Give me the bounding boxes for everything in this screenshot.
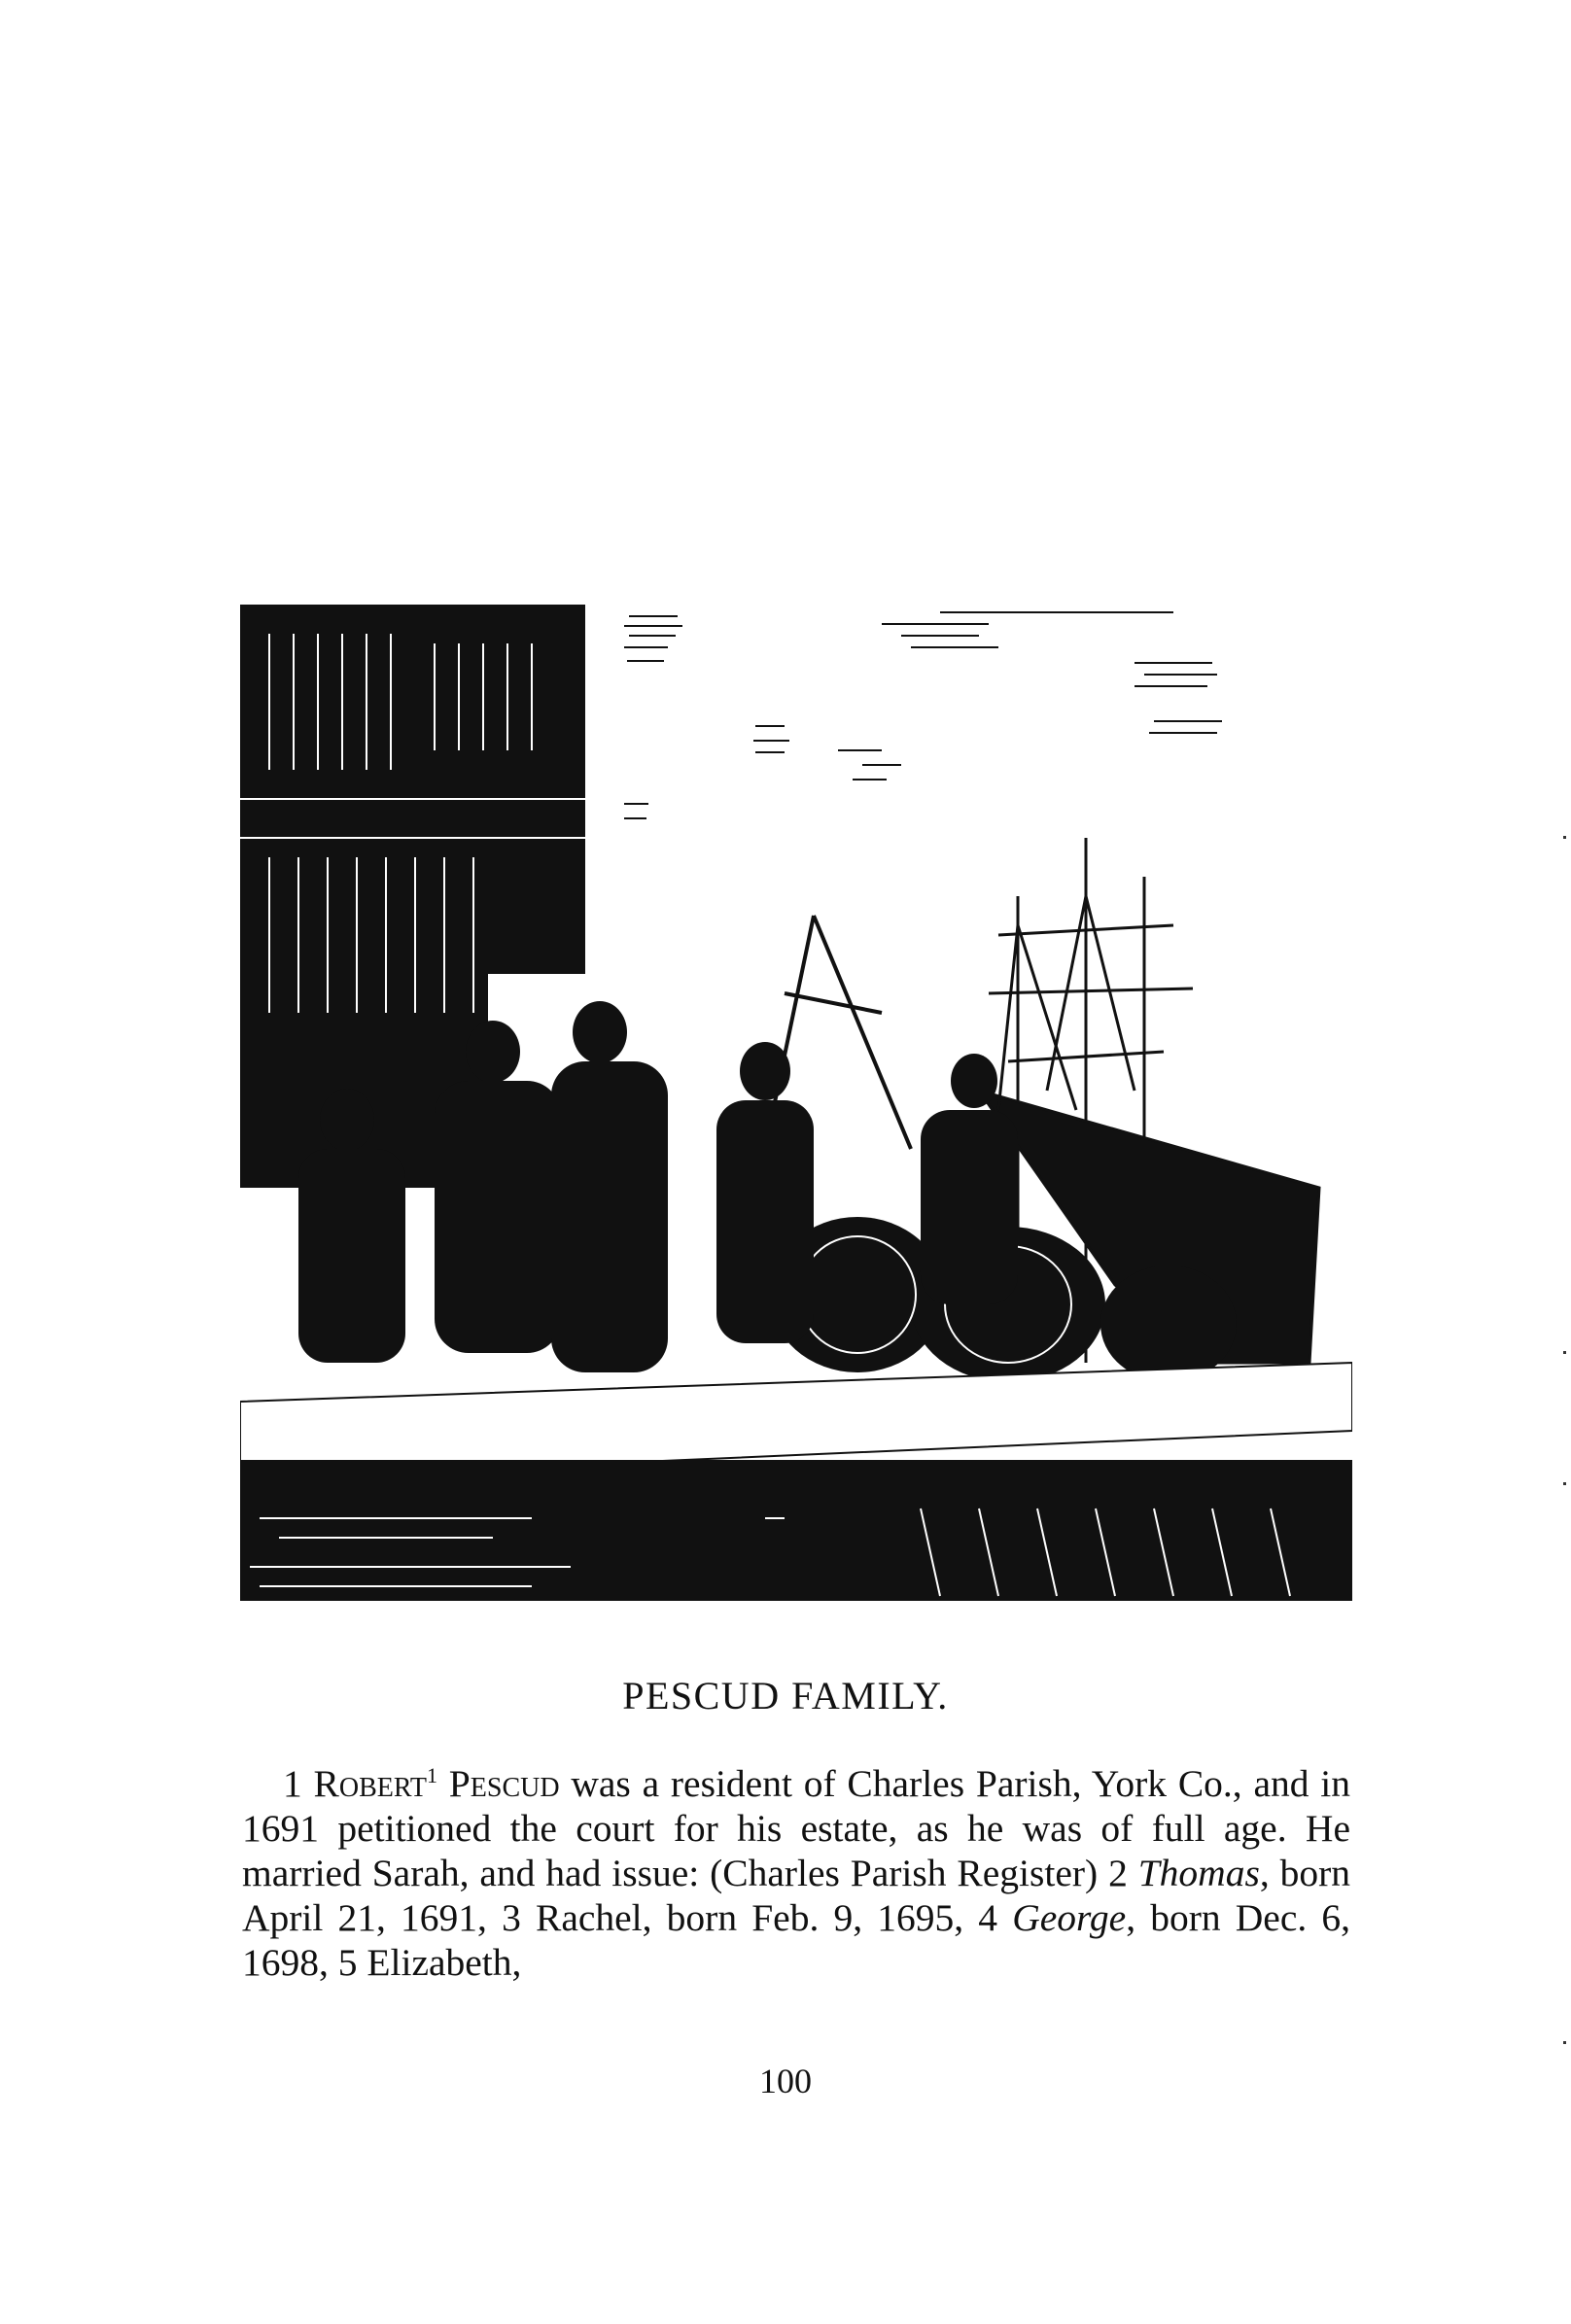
harbor-water: [240, 1460, 1352, 1601]
entry-text-part-2: , born April 21, 1691, 3 Rachel, born Feb. 9, 1695, 4: [242, 1852, 1350, 1939]
generation-number: 1: [427, 1762, 437, 1787]
child-name-george: George: [1012, 1896, 1127, 1939]
entry-text-part-1: was a resident of Charles Parish, York Co., and in 1691 petitioned the court for his estate, as he was of full age. He married Sarah, and had issue: (Charles Parish Register) 2: [242, 1762, 1351, 1894]
entry-number: 1: [283, 1762, 302, 1805]
page-number: 100: [759, 2062, 812, 2100]
section-title: PESCUD FAMILY.: [622, 1674, 949, 1717]
child-name-thomas: Thomas: [1137, 1852, 1260, 1894]
margin-speck: [1563, 2041, 1566, 2044]
person-surname: Pescud: [448, 1762, 560, 1805]
margin-speck: [1563, 1351, 1566, 1354]
margin-speck: [1563, 836, 1566, 839]
entry-text-part-3: , born Dec. 6, 1698, 5 Elizabeth,: [242, 1896, 1350, 1984]
margin-speck: [1563, 1482, 1566, 1485]
harbor-engraving-illustration: [240, 605, 1352, 1601]
person-given-name: Robert: [313, 1762, 427, 1805]
sky-hatching: [624, 612, 1222, 818]
family-entry-paragraph: [242, 1761, 1350, 1985]
